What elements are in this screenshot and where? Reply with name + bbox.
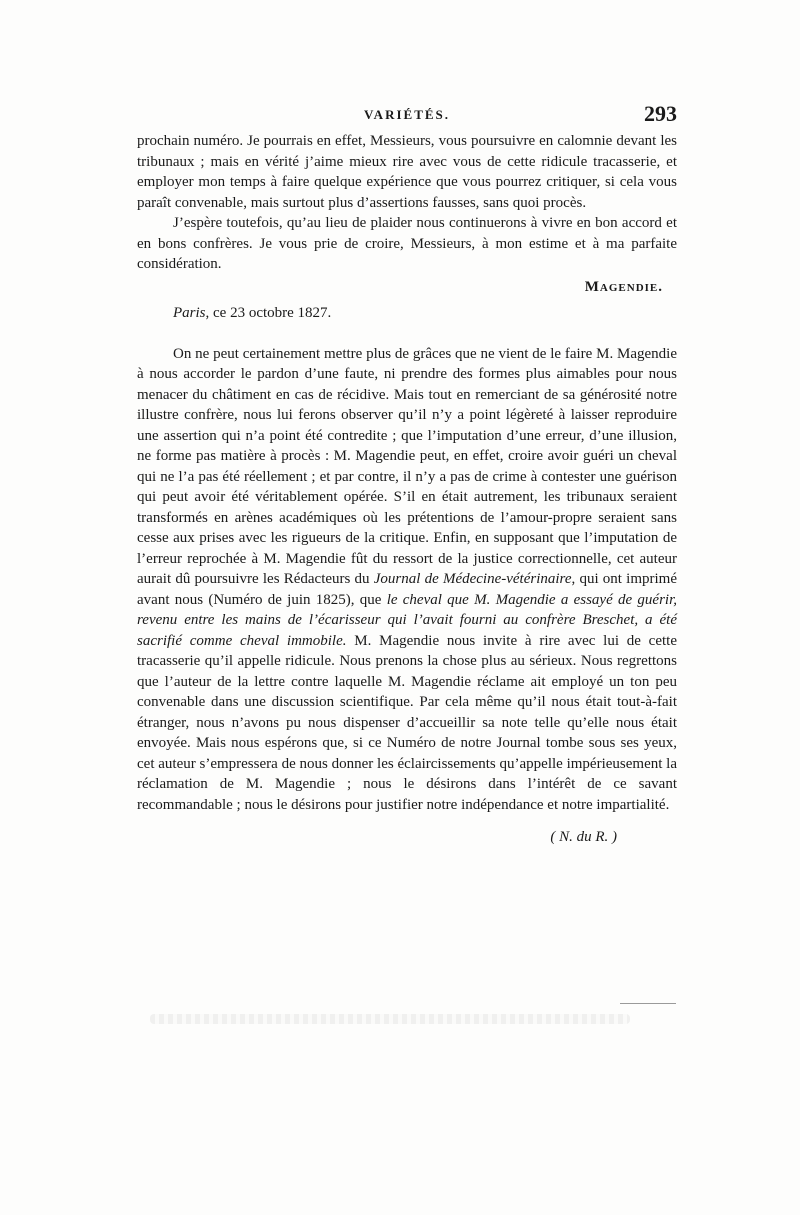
running-head [137, 101, 677, 131]
editor-note-text-3: M. Magendie nous invite à rire avec lui de cette tracasserie qu’il appelle ridicule. Nous prenons la chose plus au sérieux. Nous regrettons que l’auteur de la lettre contre laquelle M. Magendie réclame ait employé un ton peu convenable dans une discussion scientifique. Par cela même qu’il nous était tout-à-fait étranger, nous n’avons pu nous dispenser d’accueillir sa note telle qu’elle nous était envoyée. Mais nous espérons que, si ce Numéro de notre Journal tombe sous ses yeux, cet auteur s’empressera de nous donner les éclaircissements qu’appelle impérieusement la réclamation de M. Magendie ; nous le désirons dans l’intérêt de ce savant recommandable ; nous le désirons pour justifier notre indépendance et notre impartialité. [137, 632, 677, 813]
running-title: VARIÉTÉS. [363, 107, 451, 122]
body-text [137, 131, 677, 848]
editor-signoff-text: ( N. du R. ) [550, 829, 617, 845]
closing-rule [620, 1003, 676, 1004]
editor-note-text-2: , qui ont imprimé avant nous (Numéro de juin 1825), que [137, 571, 677, 608]
letter-signature [137, 277, 677, 298]
journal-title: Journal de Médecine-vétérinaire [373, 571, 572, 587]
editor-signoff [137, 827, 677, 848]
page-number: 293 [644, 101, 677, 126]
editor-note-paragraph [137, 344, 677, 816]
editor-note-quote: le cheval que M. Magendie a essayé de guérir, revenu entre les mains de l’écarisseur qui l’avait fourni au confrère Breschet, a été sacrifié comme cheval immobile. [137, 591, 677, 649]
letter-paragraph-1 [137, 131, 677, 213]
letter-paragraph-2-text: J’espère toutefois, qu’au lieu de plaider nous continuerons à vivre en bon accord et en bons confrères. Je vous prie de croire, Messieurs, à mon estime et à ma parfaite considération. [137, 215, 677, 272]
letter-paragraph-1-text: prochain numéro. Je pourrais en effet, Messieurs, vous poursuivre en calomnie devant les tribunaux ; mais en vérité j’aime mieux rire avec vous de cette ridicule tracasserie, et employer mon temps à faire quelque expérience que vous pourrez critiquer, si cela vous paraît convenable, mais surtout plus d’assertions fausses, sans quoi procès. [137, 133, 677, 211]
letter-dateline [137, 303, 677, 324]
signature-text: Magendie. [584, 278, 663, 295]
dateline-place: Paris [173, 305, 206, 321]
letter-paragraph-2 [137, 213, 677, 275]
show-through-bleed [150, 1014, 630, 1024]
dateline-date: , ce 23 octobre 1827. [205, 305, 332, 321]
editor-note-text-1: On ne peut certainement mettre plus de grâces que ne vient de le faire M. Magendie à nous accorder le pardon d’une faute, ni prendre des formes plus aimables pour nous menacer du châtiment en cas de récidive. Mais tout en remerciant de sa générosité notre illustre confrère, nous lui ferons observer qu’il n’y a point légèreté à laisser reproduire une assertion qui n’a point été contredite ; que l’imputation d’une erreur, d’une illusion, ne forme pas matière à procès : M. Magendie peut, en effet, croire avoir guéri un cheval qui ne l’a pas été réellement ; et par contre, il n’y a pas de crime à contester une guérison qui peut avoir été véritablement opérée. S’il en était autrement, les tribunaux seraient transformés en arènes académiques où les prétentions de l’amour-propre seraient sans cesse aux prises avec les rigueurs de la critique. Enfin, en supposant que l’imputation de l’erreur reprochée à M. Magendie fût du ressort de la justice correctionnelle, cet auteur aurait dû poursuivre les Rédacteurs du [137, 345, 677, 587]
